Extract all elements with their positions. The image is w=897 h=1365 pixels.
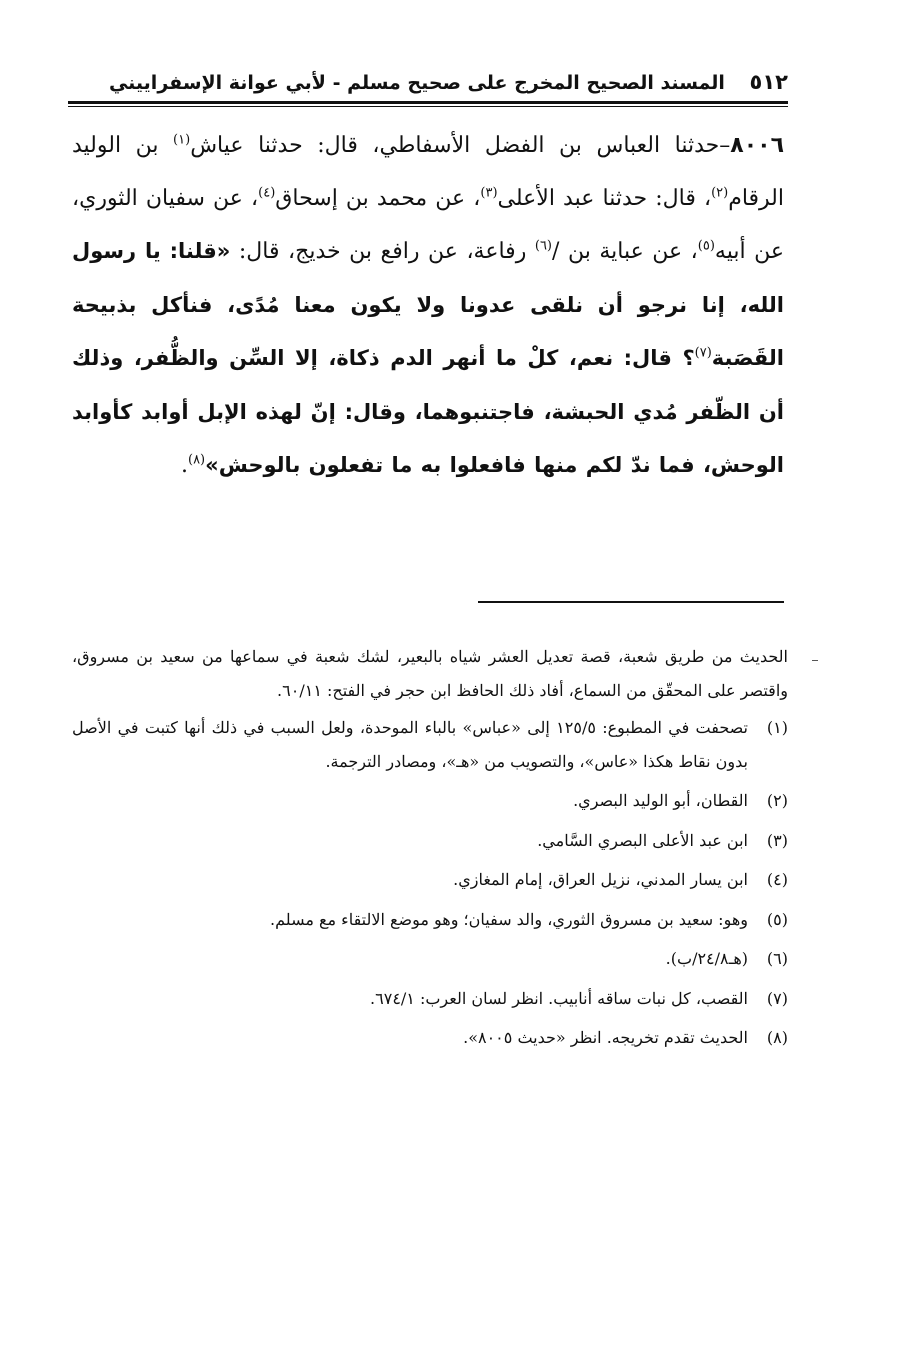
book-title: المسند الصحيح المخرج على صحيح مسلم - لأبي عوانة الإسفراييني	[108, 72, 725, 94]
isnad-segment: ، عن عباية بن /	[552, 239, 698, 264]
footnotes	[72, 640, 788, 1061]
footnote-marker: (٢)	[766, 791, 788, 810]
footnote-list	[72, 711, 788, 1055]
footnote-item	[72, 903, 788, 937]
hadith-text	[72, 120, 784, 493]
footnote-text: ابن يسار المدني، نزيل العراق، إمام المغازي.	[453, 870, 748, 889]
footnote-ref-2[interactable]: (٢)	[711, 185, 729, 201]
footnote-item	[72, 982, 788, 1016]
footnote-item	[72, 824, 788, 858]
footnote-item	[72, 1021, 788, 1055]
header-rule-thin	[68, 106, 788, 107]
footnote-marker: (٨)	[766, 1028, 788, 1047]
footnote-separator	[478, 601, 784, 603]
matn-quote: «قلنا: يا رسول الله، إنا نرجو أن نلقى عدونا ولا يكون معنا مُدًى، فنأكل بذبيحة القَصَبة	[72, 239, 784, 370]
footnote-marker: (٤)	[766, 870, 788, 889]
isnad-segment: ، عن سفيان الثوري، عن أبيه	[72, 185, 784, 264]
footnote-text: ابن عبد الأعلى البصري السَّامي.	[537, 830, 748, 850]
end-period: .	[180, 453, 188, 478]
footnote-marker: (٣)	[766, 830, 788, 850]
isnad-segment: ، عن محمد بن إسحاق	[275, 185, 481, 211]
header-rule	[68, 101, 788, 104]
footnote-ref-7[interactable]: (٧)	[694, 345, 712, 361]
footnote-item	[72, 863, 788, 897]
footnote-text: القطان، أبو الوليد البصري.	[573, 791, 748, 810]
footnote-item	[72, 711, 788, 778]
footnote-ref-5[interactable]: (٥)	[697, 238, 715, 254]
footnote-ref-8[interactable]: (٨)	[187, 452, 206, 468]
footnote-marker: (٦)	[766, 949, 788, 968]
footnote-continuation: الحديث من طريق شعبة، قصة تعديل العشر شياه بالبعير، لشك شعبة في سماعها من سعيد بن مسروق، واقتصر على المحقّق من السماع، أفاد ذلك الحافظ ابن حجر في الفتح: ٦٠/١١.	[72, 647, 788, 700]
footnote-ref-4[interactable]: (٤)	[258, 185, 276, 201]
isnad-segment: رفاعة، عن رافع بن خديج، قال:	[230, 239, 535, 264]
isnad-segment: بن الوليد الرقام	[72, 133, 784, 211]
footnote-ref-3[interactable]: (٣)	[480, 185, 498, 201]
footnote-item	[72, 784, 788, 818]
hadith-number: ٨٠٠٦	[730, 133, 784, 158]
isnad-segment: ، قال: حدثنا عبد الأعلى	[497, 185, 712, 211]
footnote-ref-6[interactable]: (٦)	[534, 238, 552, 254]
page-number: ٥١٢	[749, 70, 788, 94]
footnote-text: تصحفت في المطبوع: ١٢٥/٥ إلى «عباس» بالباء الموحدة، ولعل السبب في ذلك أنها كتبت في الأصل بدون نقاط هكذا «عاس»، والتصويب من «هـ»، ومصادر الترجمة.	[72, 718, 748, 771]
footnote-marker: (٥)	[766, 909, 788, 929]
isnad-segment: –حدثنا العباس بن الفضل الأسفاطي، قال: حدثنا عياش	[190, 133, 731, 158]
footnote-marker: (١)	[766, 718, 788, 737]
margin-mark	[812, 660, 818, 661]
footnote-text: وهو: سعيد بن مسروق الثوري، والد سفيان؛ وهو موضع الالتقاء مع مسلم.	[270, 909, 748, 929]
footnote-text: القصب، كل نبات ساقه أنابيب. انظر لسان العرب: ٦٧٤/١.	[370, 988, 748, 1008]
matn-quote: ؟ قال: نعم، كلْ ما أنهر الدم ذكاة، إلا السِّن والظُّفر، وذلك أن الظّفر مُدي الحبشة، فاجتنبوهما، وقال: إنّ لهذه الإبل أوابد كأوابد الوحش، فما ندّ لكم منها فافعلوا به ما تفعلون بالوحش»	[72, 346, 784, 477]
running-header	[68, 70, 788, 100]
footnote-item	[72, 942, 788, 976]
footnote-text: الحديث تقدم تخريجه. انظر «حديث ٨٠٠٥».	[463, 1028, 748, 1047]
footnote-text: (هـ٢٤/٨/ب).	[665, 949, 748, 968]
footnote-marker: (٧)	[766, 988, 788, 1008]
footnote-ref-1[interactable]: (١)	[173, 132, 191, 148]
